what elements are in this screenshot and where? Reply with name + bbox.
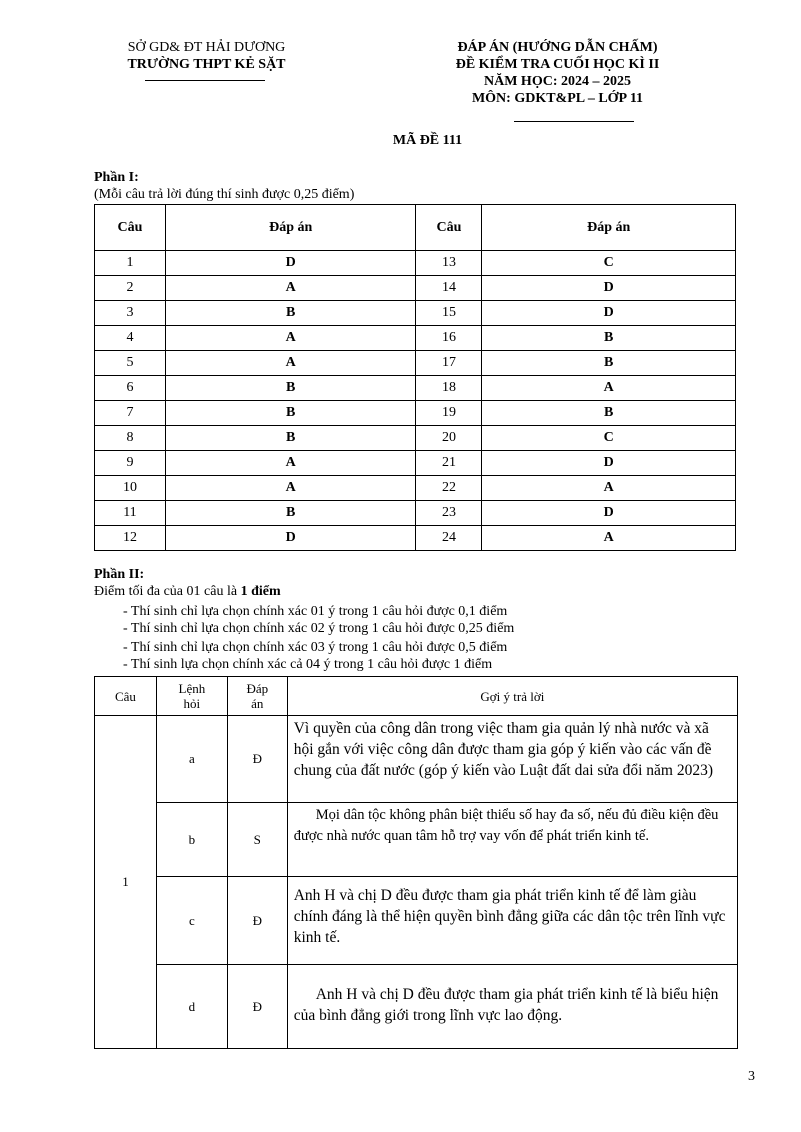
header-cau: Câu [95,677,157,716]
question-number: 5 [95,351,166,376]
table-row [95,451,736,476]
question-number: 13 [416,251,482,276]
answer-letter: B [482,351,736,376]
table-row [95,526,736,551]
question-number: 19 [416,401,482,426]
header-dapan-right: Đáp án [482,205,736,251]
table-row [95,251,736,276]
left-header-rule [145,80,265,81]
part1-note: (Mỗi câu trả lời đúng thí sinh được 0,25 điểm) [94,187,355,202]
item-letter: a [156,716,227,803]
question-number: 2 [95,276,166,301]
answer-mark: Đ [227,877,287,965]
answer-letter: B [165,426,416,451]
page-number: 3 [748,1069,755,1084]
header-cau-left: Câu [95,205,166,251]
item-letter: d [156,965,227,1049]
answer-letter: C [482,251,736,276]
scoring-rule: - Thí sinh lựa chọn chính xác cả 04 ý trong 1 câu hỏi được 1 điểm [123,657,493,672]
answer-hint-text: Anh H và chị D đều được tham gia phát triển kinh tế là biểu hiện của bình đẳng giới trong lĩnh vực lao động. [293,985,719,1024]
question-number: 22 [416,476,482,501]
answer-letter: A [482,476,736,501]
exam-code: MÃ ĐỀ 111 [392,133,463,148]
school-year: NĂM HỌC: 2024 – 2025 [484,74,631,89]
answer-letter: A [482,376,736,401]
answer-letter: B [165,501,416,526]
table-row [95,276,736,301]
question-number: 20 [416,426,482,451]
scoring-rule: - Thí sinh chỉ lựa chọn chính xác 01 ý trong 1 câu hỏi được 0,1 điểm [123,604,508,619]
answer-letter: B [165,401,416,426]
question-number: 7 [95,401,166,426]
table-row [95,326,736,351]
answer-letter: A [482,526,736,551]
part2-max-score [94,584,281,600]
answer-hint: Vì quyền của công dân trong việc tham gia quản lý nhà nước và xã hội gắn với việc công dân được tham gia góp ý kiến vào các vấn đề chung của đất nước (góp ý kiến vào Luật đất dai sửa đổi năm 2023) [287,716,737,803]
scoring-rule: - Thí sinh chỉ lựa chọn chính xác 02 ý trong 1 câu hỏi được 0,25 điểm [123,621,515,636]
subject-line: MÔN: GDKT&PL – LỚP 11 [471,91,644,106]
answer-letter: A [165,276,416,301]
question-number: 8 [95,426,166,451]
header-cau-right: Câu [416,205,482,251]
question-number: 12 [95,526,166,551]
answer-mark: Đ [227,965,287,1049]
question-number: 9 [95,451,166,476]
answer-letter: B [165,301,416,326]
question-number: 3 [95,301,166,326]
answer-letter: D [482,301,736,326]
question-number: 17 [416,351,482,376]
scoring-rule: - Thí sinh chỉ lựa chọn chính xác 03 ý trong 1 câu hỏi được 0,5 điểm [123,640,508,655]
question-number: 16 [416,326,482,351]
exam-title: ĐỀ KIỂM TRA CUỐI HỌC KÌ II [455,57,660,72]
answer-letter: D [482,501,736,526]
answer-letter: B [482,326,736,351]
school-department: SỞ GD& ĐT HẢI DƯƠNG [127,40,286,55]
header-lenh-line1: Lệnh [178,681,206,696]
part2-header-row [95,677,738,716]
question-number: 10 [95,476,166,501]
question-number: 21 [416,451,482,476]
answer-hint: Anh H và chị D đều được tham gia phát triển kinh tế để làm giàu chính đáng là thể hiện quyền bình đẳng giữa các dân tộc trên lĩnh vực kinh tế. [287,877,737,965]
answer-letter: B [165,376,416,401]
table-row [95,401,736,426]
table-row [95,501,736,526]
answer-letter: A [165,476,416,501]
table-row [95,426,736,451]
item-letter: c [156,877,227,965]
answer-mark: Đ [227,716,287,803]
table-row [95,301,736,326]
right-header-rule [514,121,634,122]
part2-title: Phần II: [94,567,145,582]
table-row [95,803,738,877]
table-row [95,351,736,376]
answer-mark: S [227,803,287,877]
answer-hint-text: Mọi dân tộc không phân biệt thiểu số hay đa số, nếu đủ điều kiện đều được nhà nước quan tâm hỗ trợ vay vốn để phát triển kinh tế. [293,807,719,844]
header-dap-line1: Đáp [246,681,269,696]
answer-letter: D [165,526,416,551]
max-score-value: 1 điểm [240,584,281,599]
table-row [95,877,738,965]
header-dap-an [227,677,287,716]
question-number: 4 [95,326,166,351]
answer-letter: A [165,351,416,376]
answer-letter: D [482,451,736,476]
question-number: 1 [95,716,157,1049]
header-lenh-line2: hỏi [183,696,201,711]
question-number: 6 [95,376,166,401]
header-lenh-hoi [156,677,227,716]
answer-letter: C [482,426,736,451]
question-number: 11 [95,501,166,526]
max-score-prefix: Điểm tối đa của 01 câu là [94,584,241,599]
part1-title: Phần I: [94,170,139,185]
part1-header-row [95,205,736,251]
question-number: 14 [416,276,482,301]
question-number: 18 [416,376,482,401]
answer-letter: A [165,451,416,476]
header-dap-line2: án [251,696,264,711]
answer-letter: A [165,326,416,351]
table-row [95,476,736,501]
question-number: 15 [416,301,482,326]
table-row [95,716,738,803]
answer-hint [287,965,737,1049]
answer-letter: B [482,401,736,426]
item-letter: b [156,803,227,877]
question-number: 23 [416,501,482,526]
answer-letter: D [165,251,416,276]
header-dapan-left: Đáp án [165,205,416,251]
header-goi-y: Gợi ý trả lời [287,677,737,716]
question-number: 1 [95,251,166,276]
answer-key-title: ĐÁP ÁN (HƯỚNG DẪN CHẤM) [457,40,658,55]
table-row [95,965,738,1049]
answer-letter: D [482,276,736,301]
question-number: 24 [416,526,482,551]
answer-hint [287,803,737,877]
part2-answer-table [94,676,738,1049]
part1-answer-table [94,204,736,551]
table-row [95,376,736,401]
school-name: TRƯỜNG THPT KẺ SẶT [127,57,286,72]
